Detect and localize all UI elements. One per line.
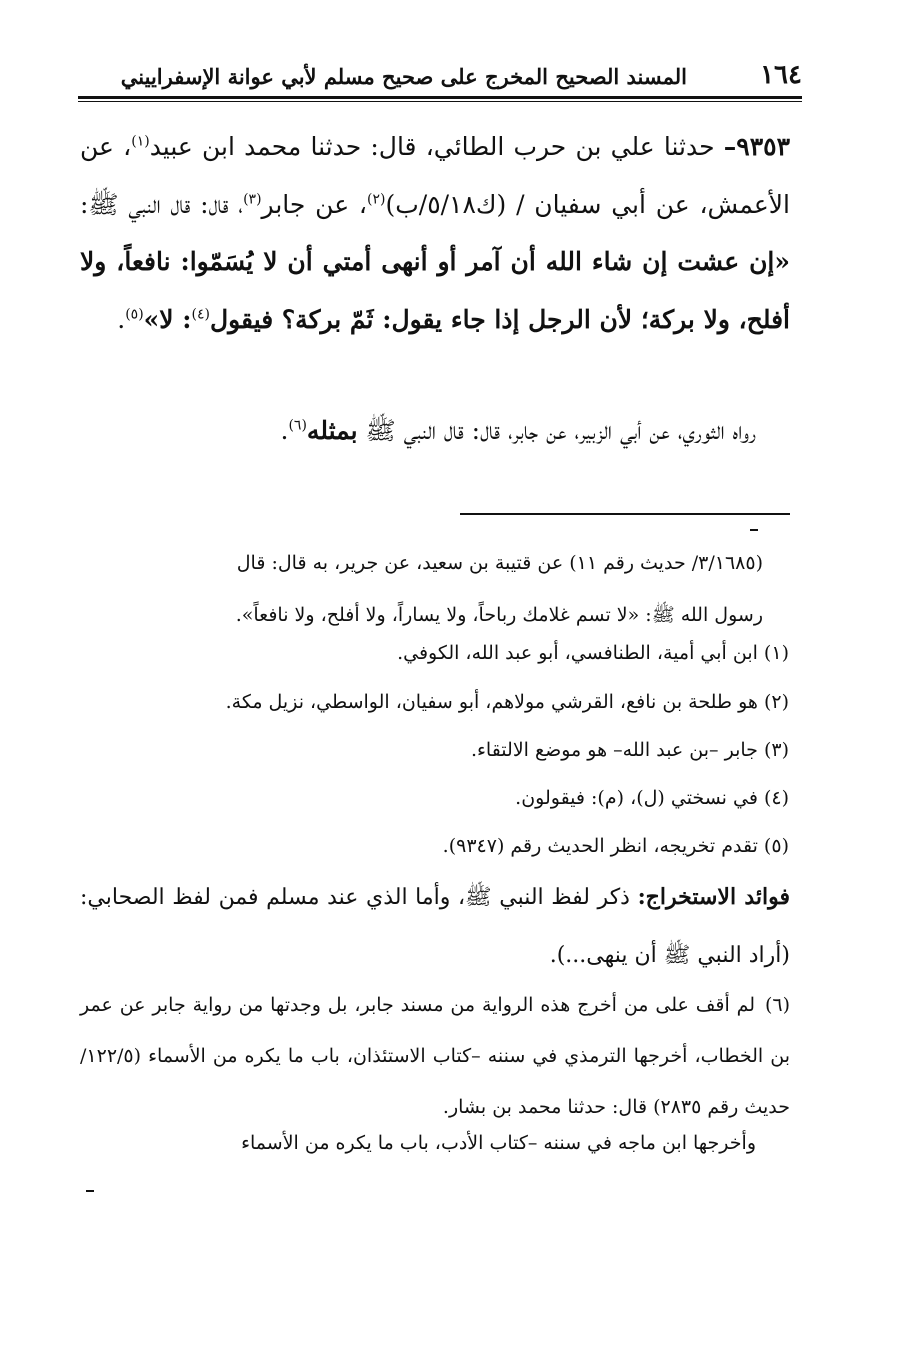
narration-end: . [280, 416, 289, 445]
page-header [78, 60, 802, 98]
hadith-matn: «إن عشت إن شاء الله أن آمر أو أنهى أمتي أن لا يُسَمّوا: نافعاً، ولا أفلح، ولا بركة؛ لأن الرجل إذا جاء يقول: ثَمّ بركة؟ فيقول [80, 247, 790, 334]
header-rule-thin [78, 101, 802, 102]
carried-footnote [80, 537, 763, 641]
carried-footnote-line-1: (٣/١٦٨٥/ حديث رقم ١١) عن قتيبة بن سعيد، عن جرير، به قال: قال [236, 552, 763, 574]
footnote-3: (٣) جابر –بن عبد الله– هو موضع الالتقاء. [470, 739, 789, 761]
running-title: المسند الصحيح المخرج على صحيح مسلم لأبي عوانة الإسفراييني [120, 64, 687, 89]
footnote-5: (٥) تقدم تخريجه، انظر الحديث رقم (٩٣٤٧). [442, 835, 789, 857]
footnote-ref-1: (١) [131, 133, 150, 150]
extraction-benefits [80, 868, 790, 985]
footnote-2: (٢) هو طلحة بن نافع، القرشي مولاهم، أبو سفيان، الواسطي، نزيل مكة. [225, 691, 789, 713]
footnote-ref-5: (٥) [125, 306, 144, 323]
footnote-6-text: لم أقف على من أخرج هذه الرواية من مسند جابر، بل وجدتها من رواية جابر عن عمر بن الخطاب، أخرجها الترمذي في سننه –كتاب الاستئذان، باب ما يكره من الأسماء (١٢٢/٥/ حديث رقم ٢٨٣٥) قال: حدثنا محمد بن بشار. [80, 994, 790, 1118]
narration-bold: بمثله [306, 416, 358, 445]
footnote-ref-6: (٦) [288, 417, 307, 434]
isnad-part-1: حدثنا علي بن حرب الطائي، قال: حدثنا محمد ابن عبيد [149, 132, 724, 161]
header-rule-thick [78, 96, 802, 99]
footnote-6-continued [80, 1123, 756, 1163]
isnad-part-2: ، عن الأعمش، عن أبي سفيان / (ك٥/١٨/ب) [80, 132, 791, 219]
footnote-6 [80, 980, 790, 1133]
isnad-part-4: ، قال: قال النبي ﷺ: [80, 189, 244, 219]
narration-text: رواه الثوري، عن أبي الزبير، عن جابر، قال: قال النبي ﷺ [357, 416, 756, 445]
footnote-6-more: وأخرجها ابن ماجه في سننه –كتاب الأدب، باب ما يكره من الأسماء [241, 1132, 756, 1154]
hadith-text [80, 118, 790, 348]
continuation-mark [750, 529, 758, 531]
page-number: ١٦٤ [760, 60, 802, 90]
footnote-4: (٤) في نسختي (ل)، (م): فيقولون. [515, 787, 789, 809]
page-end-mark [86, 1190, 94, 1192]
footnote-ref-2: (٢) [367, 191, 386, 208]
footnote-separator [460, 513, 790, 515]
narration-note [80, 402, 756, 459]
carried-footnote-line-2: رسول الله ﷺ: «لا تسم غلامك رباحاً، ولا يساراً، ولا أفلح، ولا نافعاً». [235, 604, 763, 626]
footnote-6-label: (٦) [764, 994, 790, 1016]
hadith-matn-end: : لا» [143, 304, 192, 334]
footnote-ref-4: (٤) [191, 306, 210, 323]
footnote-ref-3: (٣) [243, 191, 262, 208]
hadith-number: ٩٣٥٣– [723, 132, 790, 161]
footnote-1: (١) ابن أبي أمية، الطنافسي، أبو عبد الله، الكوفي. [397, 642, 789, 664]
hadith-period: . [117, 304, 126, 334]
benefits-text: ذكر لفظ النبي ﷺ، وأما الذي عند مسلم فمن لفظ الصحابي: (أراد النبي ﷺ أن ينهى...). [80, 885, 790, 968]
isnad-part-3: ، عن جابر [261, 189, 367, 219]
benefits-label: فوائد الاستخراج: [637, 884, 790, 910]
